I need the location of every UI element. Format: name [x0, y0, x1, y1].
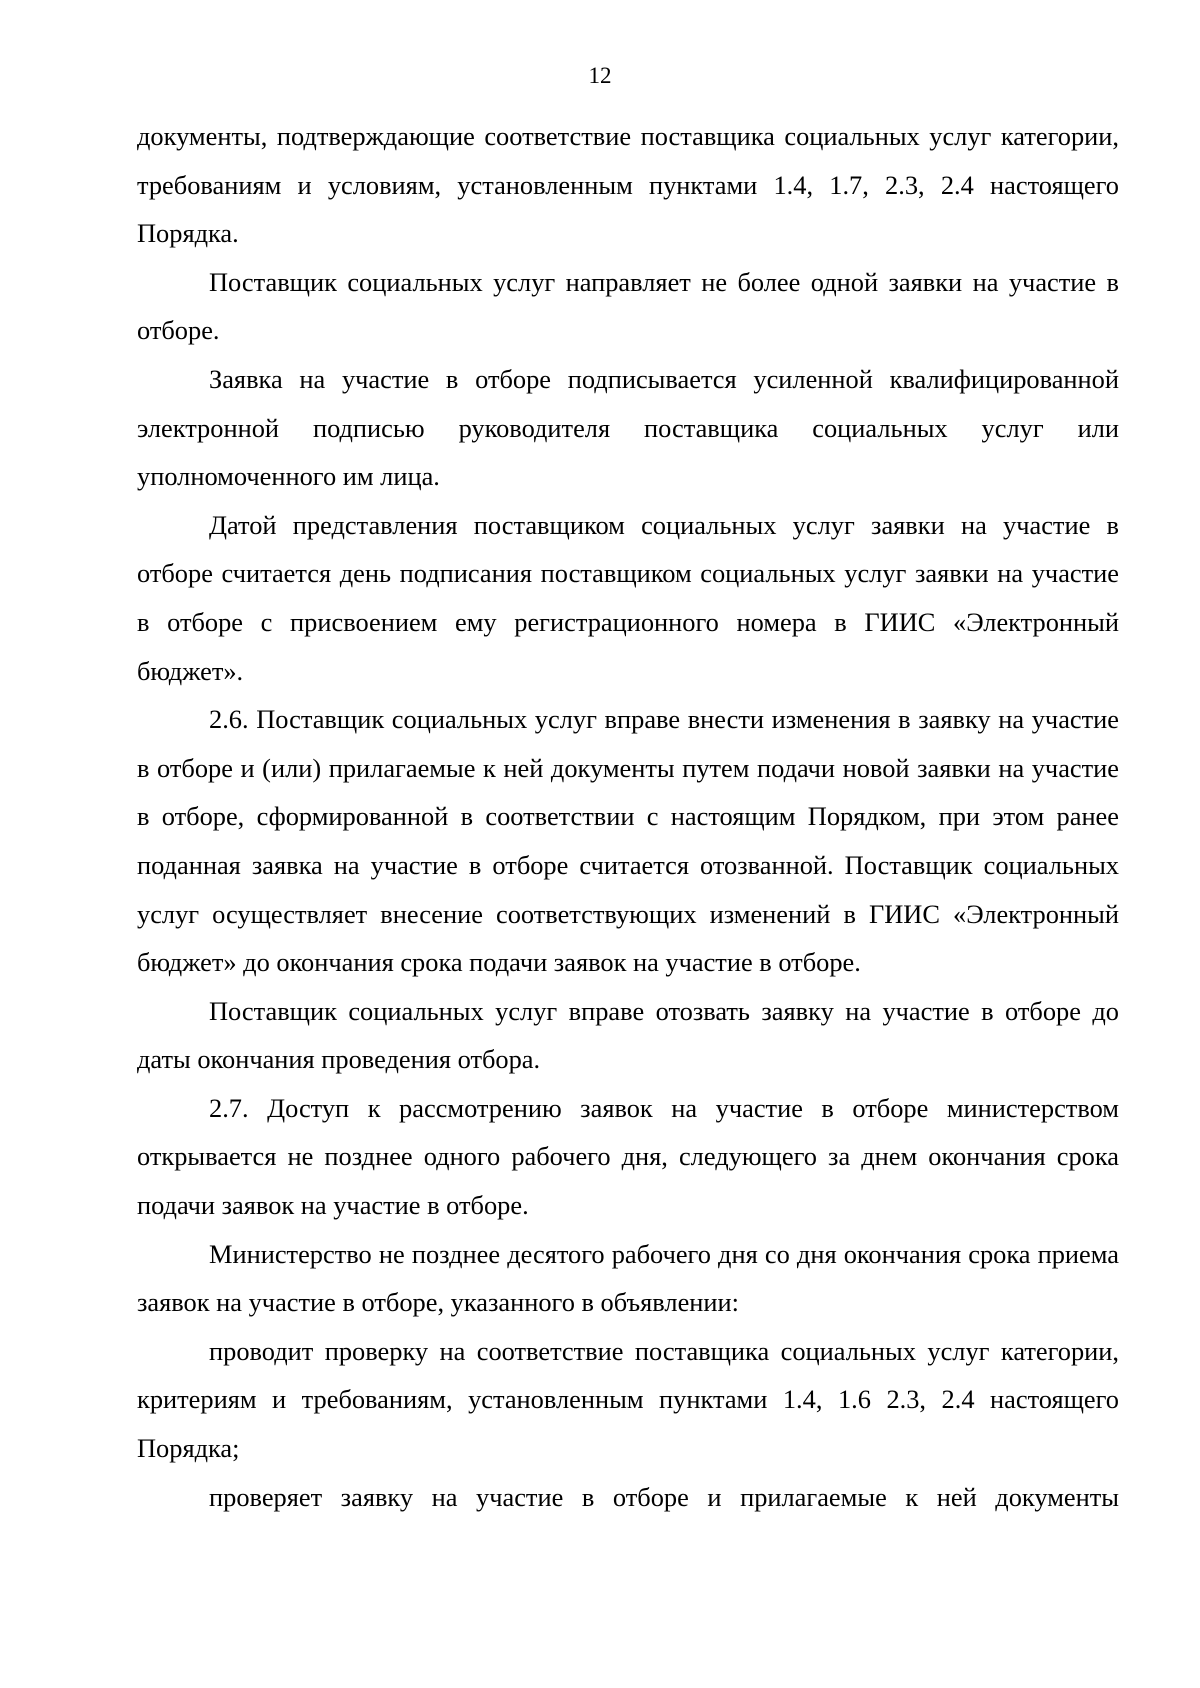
paragraph-submission-date: Датой представления поставщиком социальных услуг заявки на участие в отборе считается день подписания поставщиком социальных услуг заявки на участие в отборе с присвоением ему регистрационного номера в ГИИС «Электронный бюджет». — [137, 509, 1119, 686]
paragraph-check-application: проверяет заявку на участие в отборе и прилагаемые к ней документы — [209, 1481, 1119, 1512]
document-body — [137, 112, 1119, 1521]
paragraph-withdraw-application: Поставщик социальных услуг вправе отозвать заявку на участие в отборе до даты окончания проведения отбора. — [137, 995, 1119, 1075]
paragraph-2-7-access: 2.7. Доступ к рассмотрению заявок на участие в отборе министерством открывается не позднее одного рабочего дня, следующего за днем окончания срока подачи заявок на участие в отборе. — [137, 1092, 1119, 1221]
paragraph-check-compliance: проводит проверку на соответствие поставщика социальных услуг категории, критериям и требованиям, установленным пунктами 1.4, 1.6 2.3, 2.4 настоящего Порядка; — [137, 1335, 1119, 1464]
paragraph-ministry-review: Министерство не позднее десятого рабочего дня со дня окончания срока приема заявок на участие в отборе, указанного в объявлении: — [137, 1238, 1119, 1318]
paragraph-electronic-signature: Заявка на участие в отборе подписывается усиленной квалифицированной электронной подписью руководителя поставщика социальных услуг или уполномоченного им лица. — [137, 363, 1119, 492]
paragraph-single-application: Поставщик социальных услуг направляет не более одной заявки на участие в отборе. — [137, 266, 1119, 346]
paragraph-documents-continuation: документы, подтверждающие соответствие поставщика социальных услуг категории, требованиям и условиям, установленным пунктами 1.4, 1.7, 2.3, 2.4 настоящего Порядка. — [137, 121, 1119, 249]
paragraph-2-6-changes: 2.6. Поставщик социальных услуг вправе внести изменения в заявку на участие в отборе и (или) прилагаемые к ней документы путем подачи новой заявки на участие в отборе, сформированной в соответствии с настоящим Порядком, при этом ранее поданная заявка на участие в отборе считается отозванной. Поставщик социальных услуг осуществляет внесение соответствующих изменений в ГИИС «Электронный бюджет» до окончания срока подачи заявок на участие в отборе. — [137, 704, 1119, 978]
page-number: 12 — [588, 63, 612, 88]
